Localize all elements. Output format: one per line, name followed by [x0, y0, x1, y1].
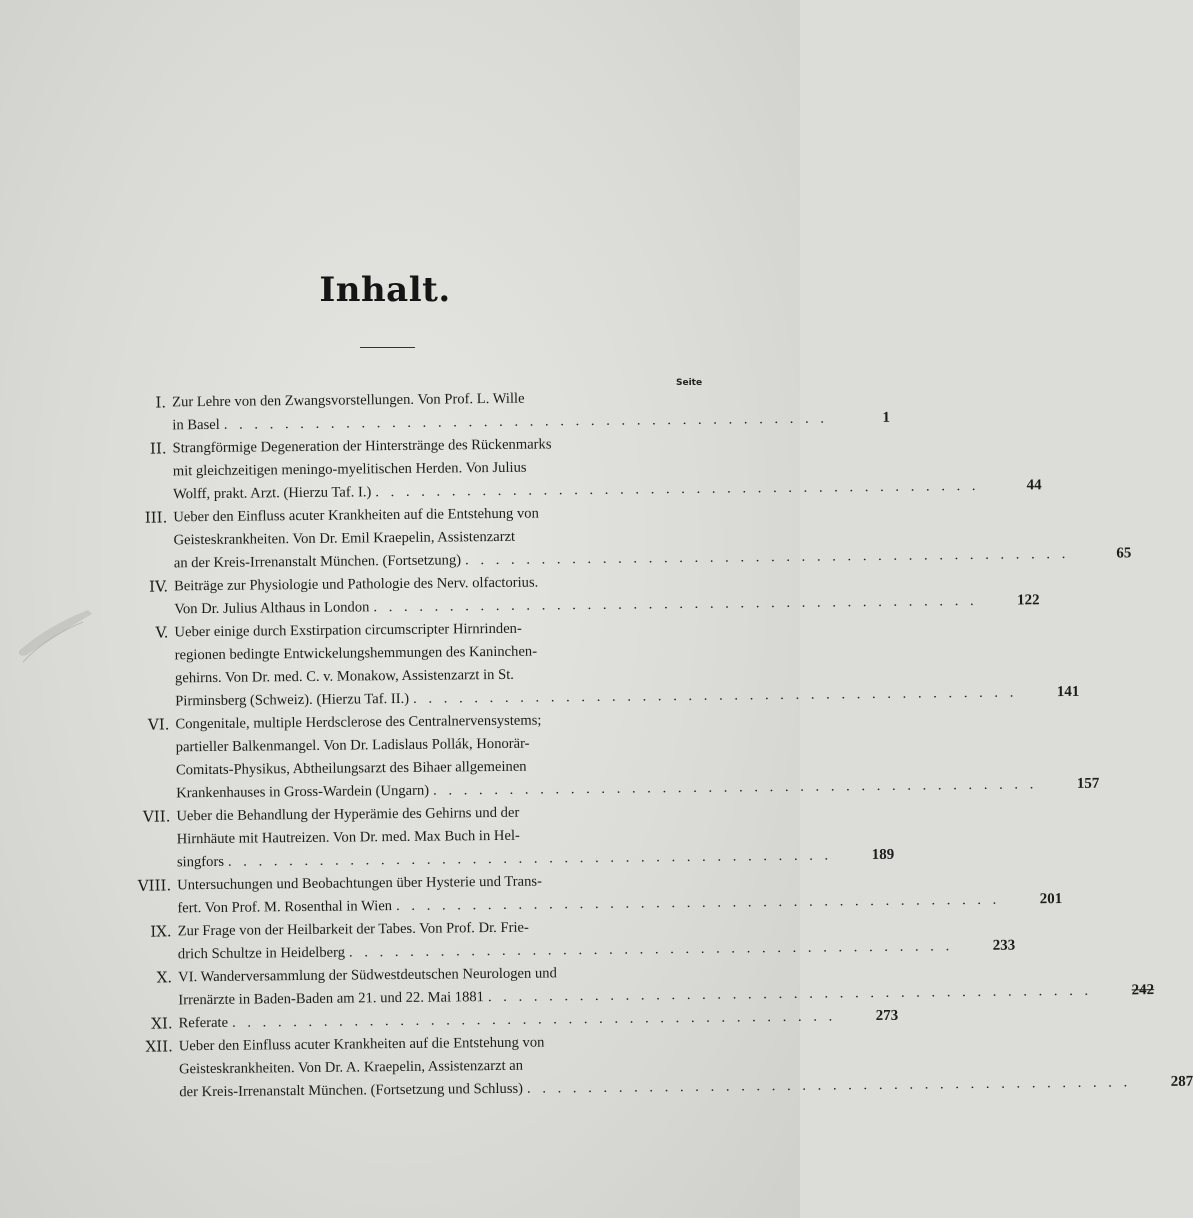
entry-number: VIII. — [137, 876, 172, 895]
entry-page-number: 65 — [1116, 545, 1132, 562]
toc-entry — [114, 800, 895, 875]
entry-text-line: Beiträge zur Physiologie und Pathologie des Nerv. olfactorius. — [173, 574, 539, 595]
page-title: Inhalt. — [319, 270, 451, 310]
entry-text-line: Geisteskrankheiten. Von Dr. A. Kraepelin, Assistenzarzt an — [179, 1057, 524, 1078]
entry-number: VII. — [142, 807, 171, 826]
dot-leader: . . . . . . . . . . . . . . . . . . . . . . . . . . . . . . . . . . . . . . . . — [487, 982, 1093, 1006]
entry-text-line: Von Dr. Julius Althaus in London — [174, 599, 370, 618]
toc-entry — [112, 616, 1080, 714]
toc-entry — [110, 386, 891, 438]
dot-leader: . . . . . . . . . . . . . . . . . . . . . . . . . . . . . . . . . . . . . . . . — [526, 1074, 1132, 1097]
entry-number: XI. — [151, 1014, 173, 1033]
entry-page-number: 189 — [871, 846, 895, 864]
entry-number: VI. — [147, 715, 170, 734]
entry-page-number: 44 — [1026, 477, 1042, 494]
entry-text-line: Pirminsberg (Schweiz). (Hierzu Taf. II.) — [175, 690, 410, 710]
entry-text-line: mit gleichzeitigen meningo-myelitischen Herden. Von Julius — [172, 459, 527, 480]
entry-text-line: drich Schultze in Heidelberg — [177, 944, 346, 963]
entry-number: III. — [144, 508, 168, 527]
entry-body — [172, 384, 890, 438]
entry-text-line: Irrenärzte in Baden-Baden am 21. und 22. Mai 1881 — [178, 989, 485, 1009]
entry-page-number: 157 — [1076, 775, 1100, 792]
entry-text-line: Zur Frage von der Heilbarkeit der Tabes. Von Prof. Dr. Frie- — [177, 919, 529, 940]
toc-entry — [117, 1030, 1193, 1105]
entry-page-number: 1 — [882, 409, 891, 426]
toc-entry — [116, 961, 1155, 1013]
entry-text-line: Strangförmige Degeneration der Hinterstränge des Rückenmarks — [172, 436, 552, 457]
entry-page-number: 273 — [875, 1007, 899, 1025]
toc-entry — [111, 501, 1132, 576]
entry-body — [178, 956, 1154, 1012]
dot-leader: . . . . . . . . . . . . . . . . . . . . . . . . . . . . . . . . . . . . . . . . — [223, 410, 829, 433]
dot-leader: . . . . . . . . . . . . . . . . . . . . . . . . . . . . . . . . . . . . . . . . — [395, 891, 1001, 915]
dot-leader: . . . . . . . . . . . . . . . . . . . . . . . . . . . . . . . . . . . . . . . . — [375, 477, 980, 501]
toc-entry — [116, 915, 1016, 967]
entry-body — [179, 1025, 1193, 1105]
toc-entry — [112, 570, 1040, 622]
table-of-contents — [110, 386, 1193, 1105]
toc-entry — [110, 432, 1042, 507]
entry-text-line: Ueber einige durch Exstirpation circumscripter Hirnrinden- — [174, 620, 522, 641]
entry-text-line: Ueber den Einfluss acuter Krankheiten auf die Entstehung von — [173, 505, 539, 526]
entry-text-line: VI. Wanderversammlung der Südwestdeutschen Neurologen und — [178, 965, 557, 986]
smudge-mark — [8, 600, 98, 680]
entry-text-line: der Kreis-Irrenanstalt München. (Fortsetzung und Schluss) — [179, 1080, 524, 1101]
entry-text-line: Hirnhäute mit Hautreizen. Von Dr. med. Max Buch in Hel- — [176, 827, 520, 848]
entry-number: II. — [149, 439, 167, 458]
dot-leader: . . . . . . . . . . . . . . . . . . . . . . . . . . . . . . . . . . . . . . . . — [227, 847, 833, 870]
entry-page-number: 287 — [1170, 1073, 1193, 1090]
entry-text-line: Zur Lehre von den Zwangsvorstellungen. Von Prof. L. Wille — [172, 390, 525, 411]
entry-text-line: fert. Von Prof. M. Rosenthal in Wien — [177, 898, 393, 917]
entry-page-number: 141 — [1056, 683, 1080, 701]
page-column-label: Seite — [676, 378, 703, 388]
entry-text-line: Referate — [178, 1014, 229, 1032]
entry-page-number: 242 — [1131, 982, 1155, 999]
title-divider — [360, 347, 415, 348]
dot-leader: . . . . . . . . . . . . . . . . . . . . . . . . . . . . . . . . . . . . . . . . — [413, 684, 1018, 707]
entry-number: X. — [156, 968, 173, 987]
entry-page-number: 233 — [992, 937, 1016, 954]
entry-text-line: in Basel — [172, 416, 220, 434]
entry-body — [174, 612, 1079, 713]
entry-text-line: an der Kreis-Irrenanstalt München. (Fortsetzung) — [173, 552, 462, 572]
entry-text-line: Congenitale, multiple Herdsclerose des Centralnervensystems; — [175, 712, 542, 733]
entry-number: I. — [155, 393, 167, 412]
entry-body — [175, 704, 1099, 806]
entry-text-line: Geisteskrankheiten. Von Dr. Emil Kraepelin, Assistenzarzt — [173, 528, 516, 549]
dot-leader: . . . . . . . . . . . . . . . . . . . . . . . . . . . . . . . . . . . . . . . . — [348, 938, 954, 961]
toc-entry — [113, 708, 1100, 806]
entry-text-line: regionen bedingte Entwickelungshemmungen des Kaninchen- — [174, 643, 538, 664]
entry-text-line: Ueber den Einfluss acuter Krankheiten auf die Entstehung von — [178, 1034, 545, 1055]
entry-page-number: 122 — [1017, 592, 1040, 609]
entry-number: IX. — [150, 922, 172, 941]
dot-leader: . . . . . . . . . . . . . . . . . . . . . . . . . . . . . . . . . . . . . . . . — [373, 592, 978, 616]
toc-entry — [115, 869, 1063, 921]
entry-text-line: Krankenhauses in Gross-Wardein (Ungarn) — [176, 782, 430, 802]
entry-number: IV. — [149, 577, 169, 596]
dot-leader: . . . . . . . . . . . . . . . . . . . . . . . . . . . . . . . . . . . . . . . . — [433, 776, 1038, 799]
entry-body — [173, 496, 1131, 575]
entry-body — [176, 798, 894, 875]
entry-text-line: Untersuchungen und Beobachtungen über Hysterie und Trans- — [177, 873, 543, 894]
entry-number: V. — [155, 623, 169, 642]
entry-text-line: Ueber die Behandlung der Hyperämie des Gehirns und der — [176, 804, 520, 825]
dot-leader: . . . . . . . . . . . . . . . . . . . . . . . . . . . . . . . . . . . . . . . . — [465, 545, 1070, 569]
entry-page-number: 201 — [1039, 891, 1063, 908]
entry-text-line: singfors — [176, 853, 225, 871]
entry-text-line: Comitats-Physikus, Abtheilungsarzt des Bihaer allgemeinen — [175, 758, 527, 779]
entry-number: XII. — [145, 1037, 173, 1056]
entry-text-line: Wolff, prakt. Arzt. (Hierzu Taf. I.) — [172, 484, 372, 503]
entry-text-line: partieller Balkenmangel. Von Dr. Ladislaus Pollák, Honorär- — [175, 735, 530, 756]
entry-text-line: gehirns. Von Dr. med. C. v. Monakow, Assistenzarzt in St. — [174, 666, 514, 687]
dot-leader: . . . . . . . . . . . . . . . . . . . . . . . . . . . . . . . . . . . . . . . . — [231, 1008, 837, 1031]
entry-body — [172, 428, 1041, 506]
